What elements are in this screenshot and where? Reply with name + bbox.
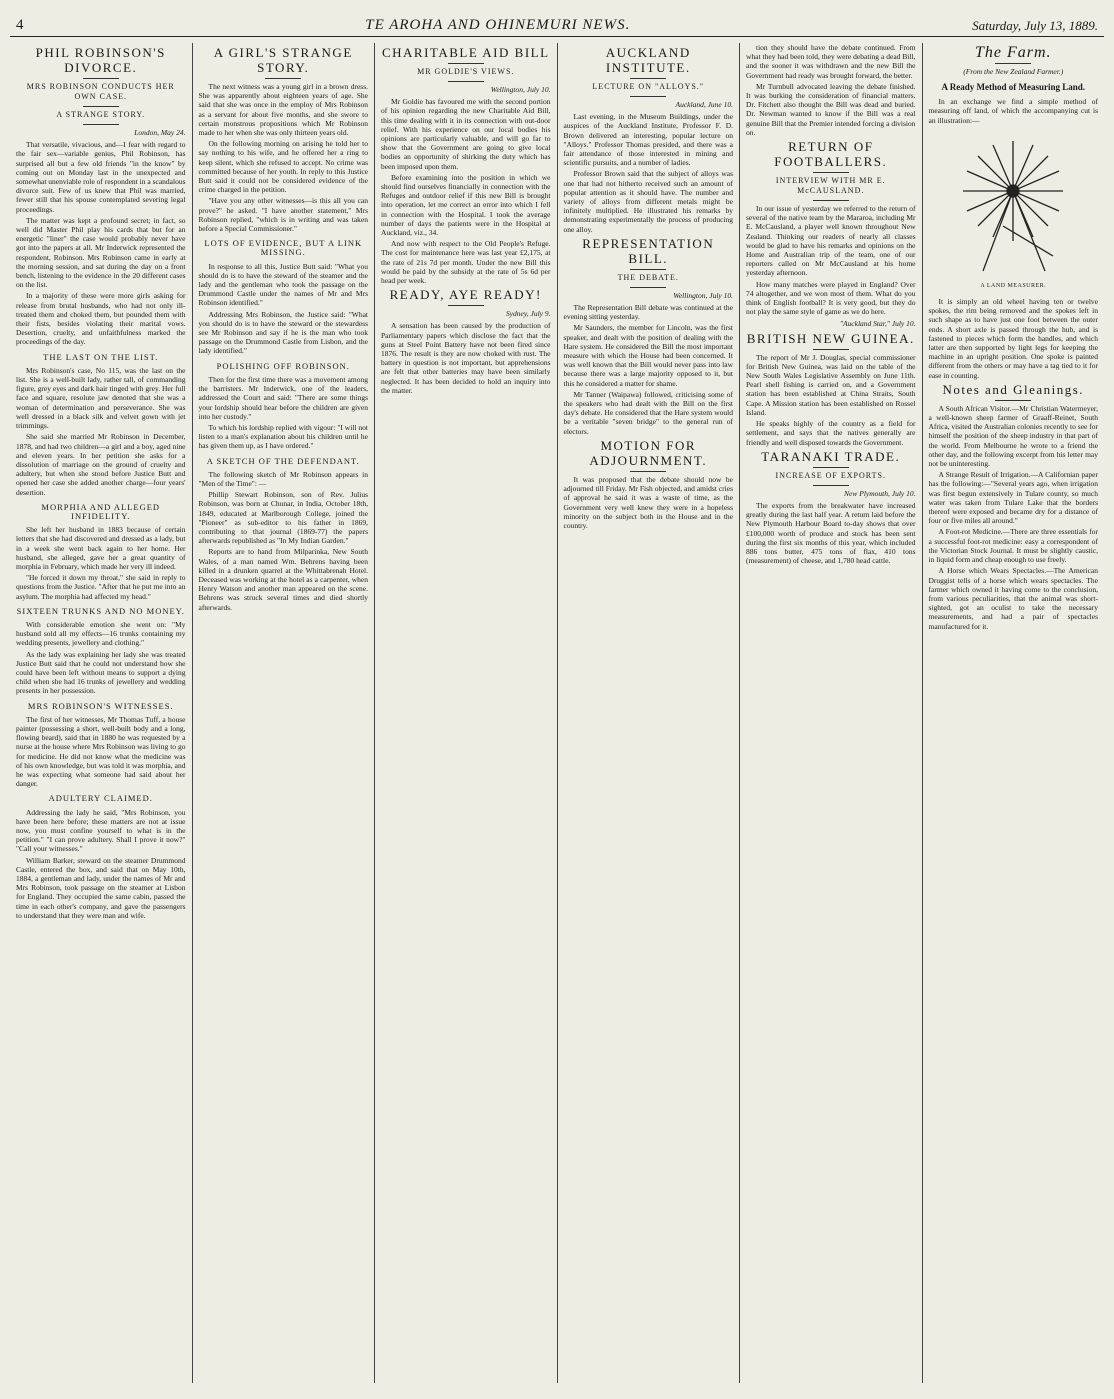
- article-section: [564, 236, 734, 436]
- column-2: [193, 43, 376, 1383]
- article-section: [381, 287, 551, 395]
- paragraph: Professor Brown said that the subject of alloys was one that had not hitherto received such an amount of popular attention as it should have. The number and variety of alloys from different metals might be infinitely multiplied. He illustrated his remarks by demonstrating experimentally the process of producing one alloy.: [563, 169, 733, 234]
- paragraph: In response to all this, Justice Butt said: "What you should do is to have the steward of the steamer and the lady and the gentleman who took the passage on the Drummond Castle under the names of Mr and Mrs Robinson identified.": [198, 261, 368, 308]
- article-headline: AUCKLAND INSTITUTE.: [605, 45, 691, 75]
- section-rule: [813, 349, 849, 350]
- paragraph: As the lady was explaining her lady she was treated Justice Butt said that he could not understand how she could have been left without means to support a dying child when she had 16 trunks of jewellery and wedding presents in her possession.: [16, 649, 186, 696]
- section-heading: MRS ROBINSON'S WITNESSES.: [27, 700, 174, 711]
- paragraph: To which his lordship replied with vigour: "I will not listen to a man's explanation about his children until he has given them up, as I have ordered.": [198, 422, 368, 451]
- section-heading: A SKETCH OF THE DEFENDANT.: [206, 455, 360, 466]
- section-dateline: Sydney, July 9.: [505, 309, 551, 319]
- section-rule: [813, 172, 849, 173]
- paragraph: The report of Mr J. Douglas, special commissioner for British New Guinea, was laid on the table of the New South Wales Legislative Assembly on June 11th. Pearl shell fishing is carried on, and a Government station has been established at China Straits, South Cape. A Mission station has been established on Rossel Island.: [746, 352, 916, 417]
- headline-rule: [83, 78, 119, 79]
- paragraph: The Representation Bill debate was continued at the evening sitting yesterday.: [563, 303, 733, 322]
- paragraph: A Horse which Wears Spectacles.—The American Druggist tells of a horse which wears spectacles. The farmer which owned it having come to the conclusion, from various peculiarities, that the animal was short-sighted, got an oculist to take the necessary measurements, and had a pair of spectacles manufactured for it.: [928, 566, 1098, 631]
- paragraph: A Strange Result of Irrigation.—A Californian paper has the following:—"Several years ago, when irrigation was first begun extensively in Tulare county, so much water was taken from Tulare Lake that the borders thereof were exposed and became dry for a distance of four or five miles all around.": [928, 470, 1098, 526]
- paragraph: "He forced it down my throat," she said in reply to questions from the Justice. "After that he put me into an asylum. The morphia had affected my head.": [16, 573, 186, 601]
- article-section: [746, 139, 916, 329]
- section-dateline: Wellington, July 10.: [673, 290, 733, 300]
- article-deck: LECTURE ON "ALLOYS.": [592, 82, 705, 91]
- section-heading: READY, AYE READY!: [389, 287, 542, 303]
- section-rule: [813, 467, 849, 468]
- headline-rule: [630, 78, 666, 79]
- section-deck-rule: [813, 485, 849, 486]
- article: [16, 45, 186, 920]
- section-heading: Notes and Gleanings.: [942, 381, 1085, 397]
- article-section: [929, 382, 1099, 631]
- section-deck-rule: [813, 200, 849, 201]
- section-heading: MORPHIA AND ALLEGED INFIDELITY.: [41, 501, 161, 521]
- headline-rule: [448, 63, 484, 64]
- article-section: [16, 353, 186, 497]
- section-heading: THE LAST ON THE LIST.: [43, 351, 159, 362]
- article-deck: A STRANGE STORY.: [56, 110, 146, 119]
- section-rule: [630, 471, 666, 472]
- paragraph: Mr Saunders, the member for Lincoln, was the first speaker, and dealt with the position of dealing with the Hare system. He considered the Bill the most important measure with which the House had been concerned. It was well known that the Bill would never pass into law because there was a large majority opposed to it, but this he considered a matter for shame.: [563, 323, 733, 388]
- column-4: [558, 43, 741, 1383]
- paragraph: Phillip Stewart Robinson, son of Rev. Julius Robinson, was born at Chunar, in India, October 18th, 1849, educated at Marlborough College, joined the "Pioneer" as sub-editor to his father in 1869, contributing to that journal (1869-77) the papers afterwards republished as "In My Indian Garden.": [198, 490, 368, 546]
- deck-rule: [83, 124, 119, 125]
- section-credit: "Auckland Star," July 10.: [839, 319, 916, 329]
- column-1: [10, 43, 193, 1383]
- article-deck: MR GOLDIE'S VIEWS.: [417, 67, 515, 76]
- paragraph: It is simply an old wheel having ten or twelve spokes, the rim being removed and the spokes left in such shape as to have just one foot between the outer ends. A short axle is passed through the hub, and is fastened to pieces which form the handles, and which latter are then supported by light legs for keeping the machine in an upright position. One spoke is painted different from the others or may have a tag tied to it for ease in counting.: [928, 297, 1098, 380]
- land-measurer-figure: [929, 131, 1099, 291]
- paragraph: In a majority of these were more girls asking for release from brutal husbands, who had not only ill-treated them and choked them, but pounded them with their fists, besides violating their marital vows. Desertion, cruelty, and unfaithfulness marked the proceedings of the day.: [16, 291, 186, 347]
- paragraph: Addressing Mrs Robinson, the Justice said: "What you should do is to have the steward or the stewardess see Mr Robinson and say if he is the man who took passage on the Drummond Castle from Lisbon, and the lady identified.": [198, 309, 368, 356]
- paragraph: Mr Tanner (Waipawa) followed, criticising some of the speakers who had dealt with the Bill on the first day's debate. He considered that the Hare system would be a veritable "seven bridge" to the general run of electors.: [563, 389, 733, 436]
- article-subhead: A Ready Method of Measuring Land.: [941, 82, 1085, 93]
- section-heading: TARANAKI TRADE.: [761, 448, 901, 464]
- article-section: [199, 362, 369, 451]
- section-rule: [448, 305, 484, 306]
- deck-rule: [83, 106, 119, 107]
- paragraph: She said she married Mr Robinson in December, 1878, and had two children—a girl and a boy, aged nine and eleven years. In her petition she asks for a dissolution of marriage on the ground of cruelty and adultery, but when she stood before Justice Butt and opened her case she added another charge—four years' desertion.: [16, 432, 186, 497]
- deck-rule: [630, 96, 666, 97]
- section-deck: THE DEBATE.: [617, 272, 679, 282]
- masthead: [10, 4, 1104, 37]
- paragraph: She left her husband in 1883 because of certain letters that she had discovered and dressed as a lady, but in a week she went back again to her home. Her husband, she alleged, gave her a great quantity of morphia in February, which made her very ill indeed.: [16, 525, 186, 571]
- section-deck-rule: [630, 287, 666, 288]
- article-dateline: Auckland, June 10.: [675, 100, 733, 109]
- article: [381, 45, 551, 395]
- column-3: [375, 43, 558, 1383]
- paragraph: A Foot-rot Medicine.—There are three essentials for a successful foot-rot medicine: easy a correspondent of the Victorian Stock Journal. It must be slightly caustic, in liquid form and cheap enough to use freely.: [928, 527, 1098, 565]
- paragraph: The exports from the breakwater have increased greatly during the last half year. A return laid before the New Plymouth Harbour Board to-day shows that over £100,000 worth of produce and stock has been sent during the first six months of this year, which included 886 tons butter, 475 tons of flax, 410 tons (measurement) of cheese, and 1,780 head cattle.: [746, 500, 916, 566]
- paragraph: He speaks highly of the country as a field for settlement, and says that the natives generally are friendly and well disposed towards the Government.: [746, 419, 916, 447]
- article-section: [16, 607, 186, 696]
- article-deck: MRS ROBINSON CONDUCTS HER OWN CASE.: [26, 82, 175, 101]
- article-headline: A GIRL'S STRANGE STORY.: [213, 45, 353, 75]
- issue-date: Saturday, July 13, 1889.: [972, 18, 1098, 33]
- paragraph: The matter was kept a profound secret; in fact, so well did Master Phil play his cards that but for an energetic "liner" the case would probably never have got into the papers at all. Mr Inderwick represented the respondent, Robinson. Mrs Robinson came in early at the morning session, and sat during the day on a front bench, listening to the evidence in the 20 different cases on the list.: [16, 215, 186, 290]
- section-dateline: New Plymouth, July 10.: [844, 488, 916, 498]
- paragraph: Then for the first time there was a movement among the barristers. Mr Inderwick, one of the leaders, addressed the Court and said: "There are some things your lordship should hear before the children are given into her custody.": [198, 374, 368, 421]
- newspaper-title: TE AROHA AND OHINEMURI NEWS.: [365, 17, 631, 33]
- paragraph: The next witness was a young girl in a brown dress. She was apparently about eighteen years of age. She said that she was once in the employ of Mrs Robinson as a servant for about five months, and she swore to certain monstrous propositions which Mr Robinson made to her when she was only thirteen years old.: [198, 82, 368, 138]
- paragraph: Before examining into the position in which we should find ourselves financially in connection with the Refuges and outdoor relief if this new Bill is brought into operation, let me correct an error into which I fell in connection with the Hospital. I took the average number of days the patients were in the Hospital at Auckland, viz., 34.: [381, 172, 551, 238]
- section-deck: INTERVIEW WITH MR E. McCAUSLAND.: [775, 176, 886, 196]
- section-heading: BRITISH NEW GUINEA.: [746, 330, 915, 346]
- paragraph: tion they should have the debate continued. From what they had been told, they were debating a dead Bill, and the sooner it was withdrawn and the new Bill the Government had ready was brought forward, the better.: [746, 43, 916, 80]
- article-headline: The Farm.: [974, 44, 1052, 61]
- paragraph: In an exchange we find a simple method of measuring off land, of which the accompanying cut is an illustration:—: [928, 97, 1098, 125]
- article-dateline: Wellington, July 10.: [490, 85, 551, 94]
- section-deck: INCREASE OF EXPORTS.: [775, 470, 886, 480]
- headline-rule: [995, 63, 1031, 64]
- land-measurer-illustration: [953, 131, 1073, 281]
- article-section: [746, 331, 916, 447]
- paragraph: And now with respect to the Old People's Refuge. The cost for maintenance here was last year £2,175, at the rate of 21s 7d per month. Under the new Bill this would be paid by the subsidy at the rate of 5s 6d per head per week.: [381, 239, 551, 286]
- paragraph: Addressing the lady he said, "Mrs Robinson, you have been here before; these matters are not at issue now, you must confine yourself to what is in the petition." "I can prove adultery. Shall I prove it now?" "Call your witnesses.": [16, 807, 186, 854]
- section-rule: [995, 400, 1031, 401]
- article-dateline: London, May 24.: [134, 128, 186, 137]
- article-section: [199, 239, 369, 355]
- paragraph: The following sketch of Mr Robinson appears in "Men of the Time": —: [198, 469, 368, 488]
- article-section: [746, 449, 916, 566]
- article-headline: CHARITABLE AID BILL: [381, 45, 550, 60]
- article-section: [16, 503, 186, 601]
- article-section: [199, 457, 369, 612]
- paragraph: William Barker, steward on the steamer Drummond Castle, entered the box, and said that on May 10th, 1884, a gentleman and lady, under the names of Mr and Mrs Robinson, took passage on the steamer at Lisbon for England. They occupied the same cabin, passed the time in each other's company, and gave the passengers to understand that they were man and wife.: [16, 855, 186, 920]
- article-source: (From the New Zealand Farmer.): [963, 67, 1064, 76]
- article-section: [16, 794, 186, 920]
- paragraph: Reports are to hand from Milparinka, New South Wales, of a man named Wm. Behrens having been killed in a drunken quarrel at the Whittabrenah Hotel. Deceased was working at the hotel as a carpenter, when Henry Watson and another man appeared on the scene. Behrens was struck several times and died shortly afterwards.: [198, 547, 368, 612]
- paragraph: A sensation has been caused by the production of Parliamentary papers which disclose the fact that the guns at Steel Point Battery have not been fired since 1876. The result is they are now choked with rust. The battery in question is not important, but apprehensions are felt that other batteries may have been similarly neglected. It has been decided to hold an inquiry into the matter.: [381, 321, 551, 395]
- article-section: [16, 702, 186, 789]
- article: [746, 43, 916, 565]
- paragraph: Mr Goldie has favoured me with the second portion of his opinion regarding the new Charitable Aid Bill, this time dealing with it in its connection with out-door relief. With his experience on our local bodies his opinions are particularly valuable, and will go far to show that the Government are going to give local bodies an opportunity of shirking the duty which has been imposed upon them.: [381, 97, 551, 171]
- section-heading: RETURN OF FOOTBALLERS.: [774, 139, 888, 170]
- paragraph: That versatile, vivacious, and—I fear with regard to the fair sex—variable genius, Phil Robinson, has surprised all but a few old friends "in the know" by coming out on Monday last in the unexpected and somewhat unenviable role of respondent in a scandalous divorce suit. Few of us knew that Phil was married, fewer still that his spouse contemplated severing legal proceedings.: [16, 140, 186, 214]
- paragraph: It was proposed that the debate should now be adjourned till Friday. Mr Fish objected, and amidst cries of approval he said it was a waste of time, as the Government very well knew they were in a hopeless minority on the subject both in the House and in the country.: [563, 474, 733, 530]
- section-rule: [630, 269, 666, 270]
- paragraph: On the following morning on arising he told her to say nothing to his wife, and he offered her a ring to keep silent, which she refused to accept. No crime was committed because of her youth. In reply to this Justice Butt said it could not be considered evidence of the crime charged in the petition.: [198, 139, 368, 195]
- deck-rule: [448, 81, 484, 82]
- column-5: [740, 43, 923, 1383]
- paragraph: In our issue of yesterday we referred to the return of several of the native team by the Mararoa, including Mr E. McCausland, a player well known throughout New Zealand. Thinking our readers of nearly all classes would be glad to have his remarks and opinions on the Home and Australian trip of the team, one of our reporters called on Mr McCausland at his home yesterday afternoon.: [746, 204, 916, 278]
- paragraph: Mr Turnbull advocated leaving the debate finished. It was burking the consideration of financial matters. Dr. Fitchett also thought the Bill was dead and buried. Dr. Newman wanted to know if the Bill was a real genuine Bill that the Premier intended forcing a division on.: [746, 81, 916, 137]
- article: [564, 45, 734, 530]
- article-section: [564, 438, 734, 530]
- newspaper-page: [10, 4, 1104, 1385]
- paragraph: With considerable emotion she went on: "My husband sold all my effects—16 trunks containing my wedding presents, jewellery and clothing.": [16, 619, 186, 648]
- section-heading: LOTS OF EVIDENCE, BUT A LINK MISSING.: [204, 238, 363, 258]
- paragraph: How many matches were played in England? Over 74 altogether, and we won most of them. What do you think of English football? It is very good, but they do not play the same style of game as we do here.: [746, 279, 916, 317]
- section-heading: MOTION FOR ADJOURNMENT.: [589, 437, 708, 468]
- article: [199, 45, 369, 612]
- paragraph: Mrs Robinson's case, No 115, was the last on the list. She is a well-built lady, rather tall, of commanding figure, grey eyes and dark hair tinged with grey. Her full face and square, resolute jaw denoted that she was a woman of determination and perseverance. She was well dressed in a black silk and velvet gown with jet trimmings.: [16, 365, 186, 431]
- column-6: [923, 43, 1105, 1383]
- section-heading: SIXTEEN TRUNKS AND NO MONEY.: [16, 605, 185, 616]
- headline-rule: [265, 78, 301, 79]
- page-number: 4: [16, 17, 24, 33]
- section-heading: ADULTERY CLAIMED.: [48, 793, 153, 804]
- paragraph: Last evening, in the Museum Buildings, under the auspices of the Auckland Institute, Professor F. D. Brown delivered an interesting, popular lecture on "Alloys." Professor Thomas presided, and there was a fair attendance of those interested in mining and scientific pursuits, and a number of ladies.: [563, 112, 733, 168]
- figure-caption: A LAND MEASURER.: [980, 282, 1047, 289]
- paragraph: The first of her witnesses, Mr Thomas Tuff, a house painter (possessing a short, well-built body and a long, flowing beard), said that in 1880 he was requested by a nurse at the house where Mrs Robinson was living to go for medicine. He did not know what the medicine was of his own knowledge, but was told it was morphia, and he was expecting what someone had said about her danger.: [16, 714, 186, 789]
- section-heading: REPRESENTATION BILL.: [582, 235, 715, 266]
- article-headline: PHIL ROBINSON'S DIVORCE.: [35, 45, 166, 75]
- paragraph: "Have you any other witnesses—is this all you can prove?" he asked. "I have another statement," Mrs Robinson replied, "which is in writing and was taken before a Special Commissioner.": [198, 196, 368, 234]
- paragraph: A South African Visitor.—Mr Christian Watermeyer, a well-known sheep farmer of Graaff-Reinet, South Africa, visited the Australian colonies recently to see for himself the position of the sheep industry in that part of the world. From Melbourne he wrote to a friend the other day, and the following excerpt from his letter may not be uninteresting.: [928, 403, 1098, 469]
- columns: [10, 43, 1104, 1383]
- section-heading: POLISHING OFF ROBINSON.: [216, 360, 350, 371]
- article: [929, 45, 1099, 631]
